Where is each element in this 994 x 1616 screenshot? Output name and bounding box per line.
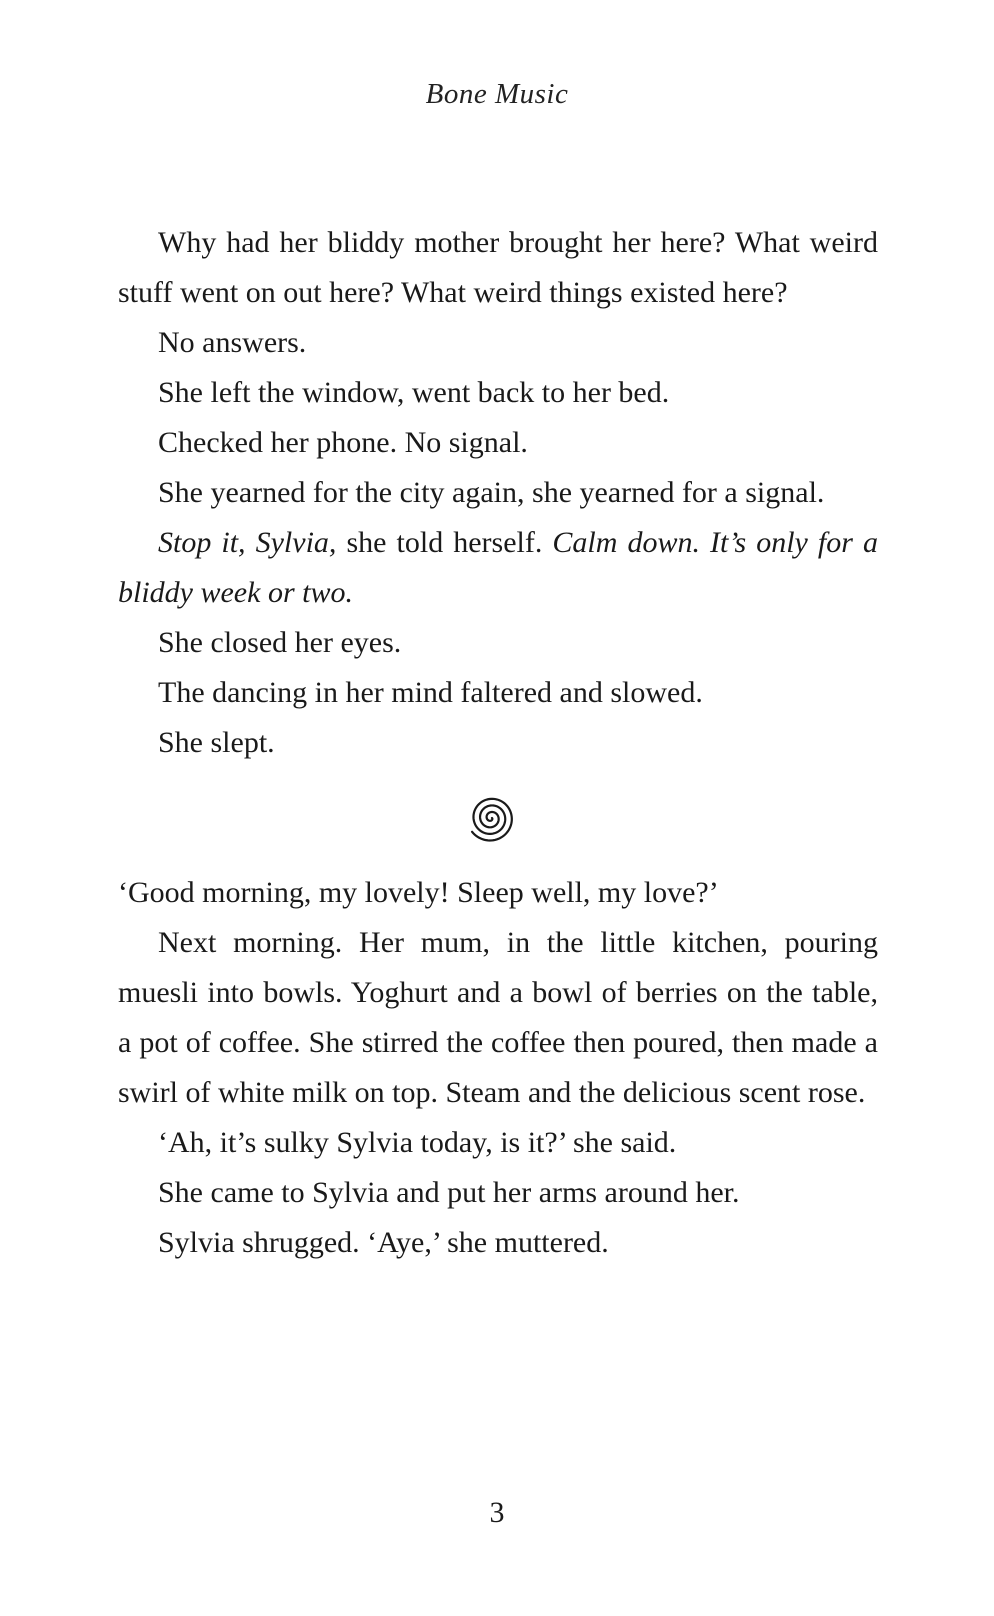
paragraph: ‘Ah, it’s sulky Sylvia today, is it?’ she said. bbox=[158, 1126, 677, 1159]
italic-text: Calm down. It’s only for a bliddy week or two. bbox=[118, 526, 878, 609]
paragraph bbox=[118, 368, 878, 418]
paragraph: Sylvia shrugged. ‘Aye,’ she muttered. bbox=[158, 1226, 609, 1259]
body-text bbox=[118, 218, 878, 1268]
paragraph bbox=[118, 668, 878, 718]
text-run: She left the window, went back to her bed. bbox=[158, 376, 670, 409]
spiral-icon bbox=[461, 788, 521, 848]
text-run: She yearned for the city again, she yearned for a signal. bbox=[158, 476, 825, 509]
text-run: The dancing in her mind faltered and slowed. bbox=[158, 676, 703, 709]
paragraph bbox=[118, 468, 878, 518]
paragraph bbox=[118, 718, 878, 768]
section-one bbox=[118, 218, 878, 768]
paragraph bbox=[118, 418, 878, 468]
text-run: Checked her phone. No signal. bbox=[158, 426, 528, 459]
text-run: She closed her eyes. bbox=[158, 626, 402, 659]
paragraph: Next morning. Her mum, in the little kitchen, pouring muesli into bowls. Yoghurt and a bowl of berries on the table, a pot of coffee. She stirred the coffee then poured, then made a swirl of white milk on top. Steam and the delicious scent rose. bbox=[118, 926, 878, 1109]
running-head: Bone Music bbox=[425, 78, 569, 110]
text-run: she told herself. bbox=[336, 526, 553, 559]
paragraph bbox=[118, 218, 878, 318]
paragraph bbox=[118, 318, 878, 368]
paragraph bbox=[118, 518, 878, 618]
page-number: 3 bbox=[489, 1496, 505, 1529]
text-run: No answers. bbox=[158, 326, 307, 359]
italic-text: Stop it, Sylvia, bbox=[158, 526, 337, 559]
paragraph: She came to Sylvia and put her arms around her. bbox=[158, 1176, 740, 1209]
opening-line: ‘Good morning, my lovely! Sleep well, my love?’ bbox=[118, 876, 719, 909]
text-run: She slept. bbox=[158, 726, 275, 759]
text-run: Why had her bliddy mother brought her here? What weird stuff went on out here? What weird things existed here? bbox=[118, 226, 878, 309]
section-break bbox=[104, 768, 878, 868]
section-two bbox=[118, 918, 878, 1268]
paragraph bbox=[118, 618, 878, 668]
